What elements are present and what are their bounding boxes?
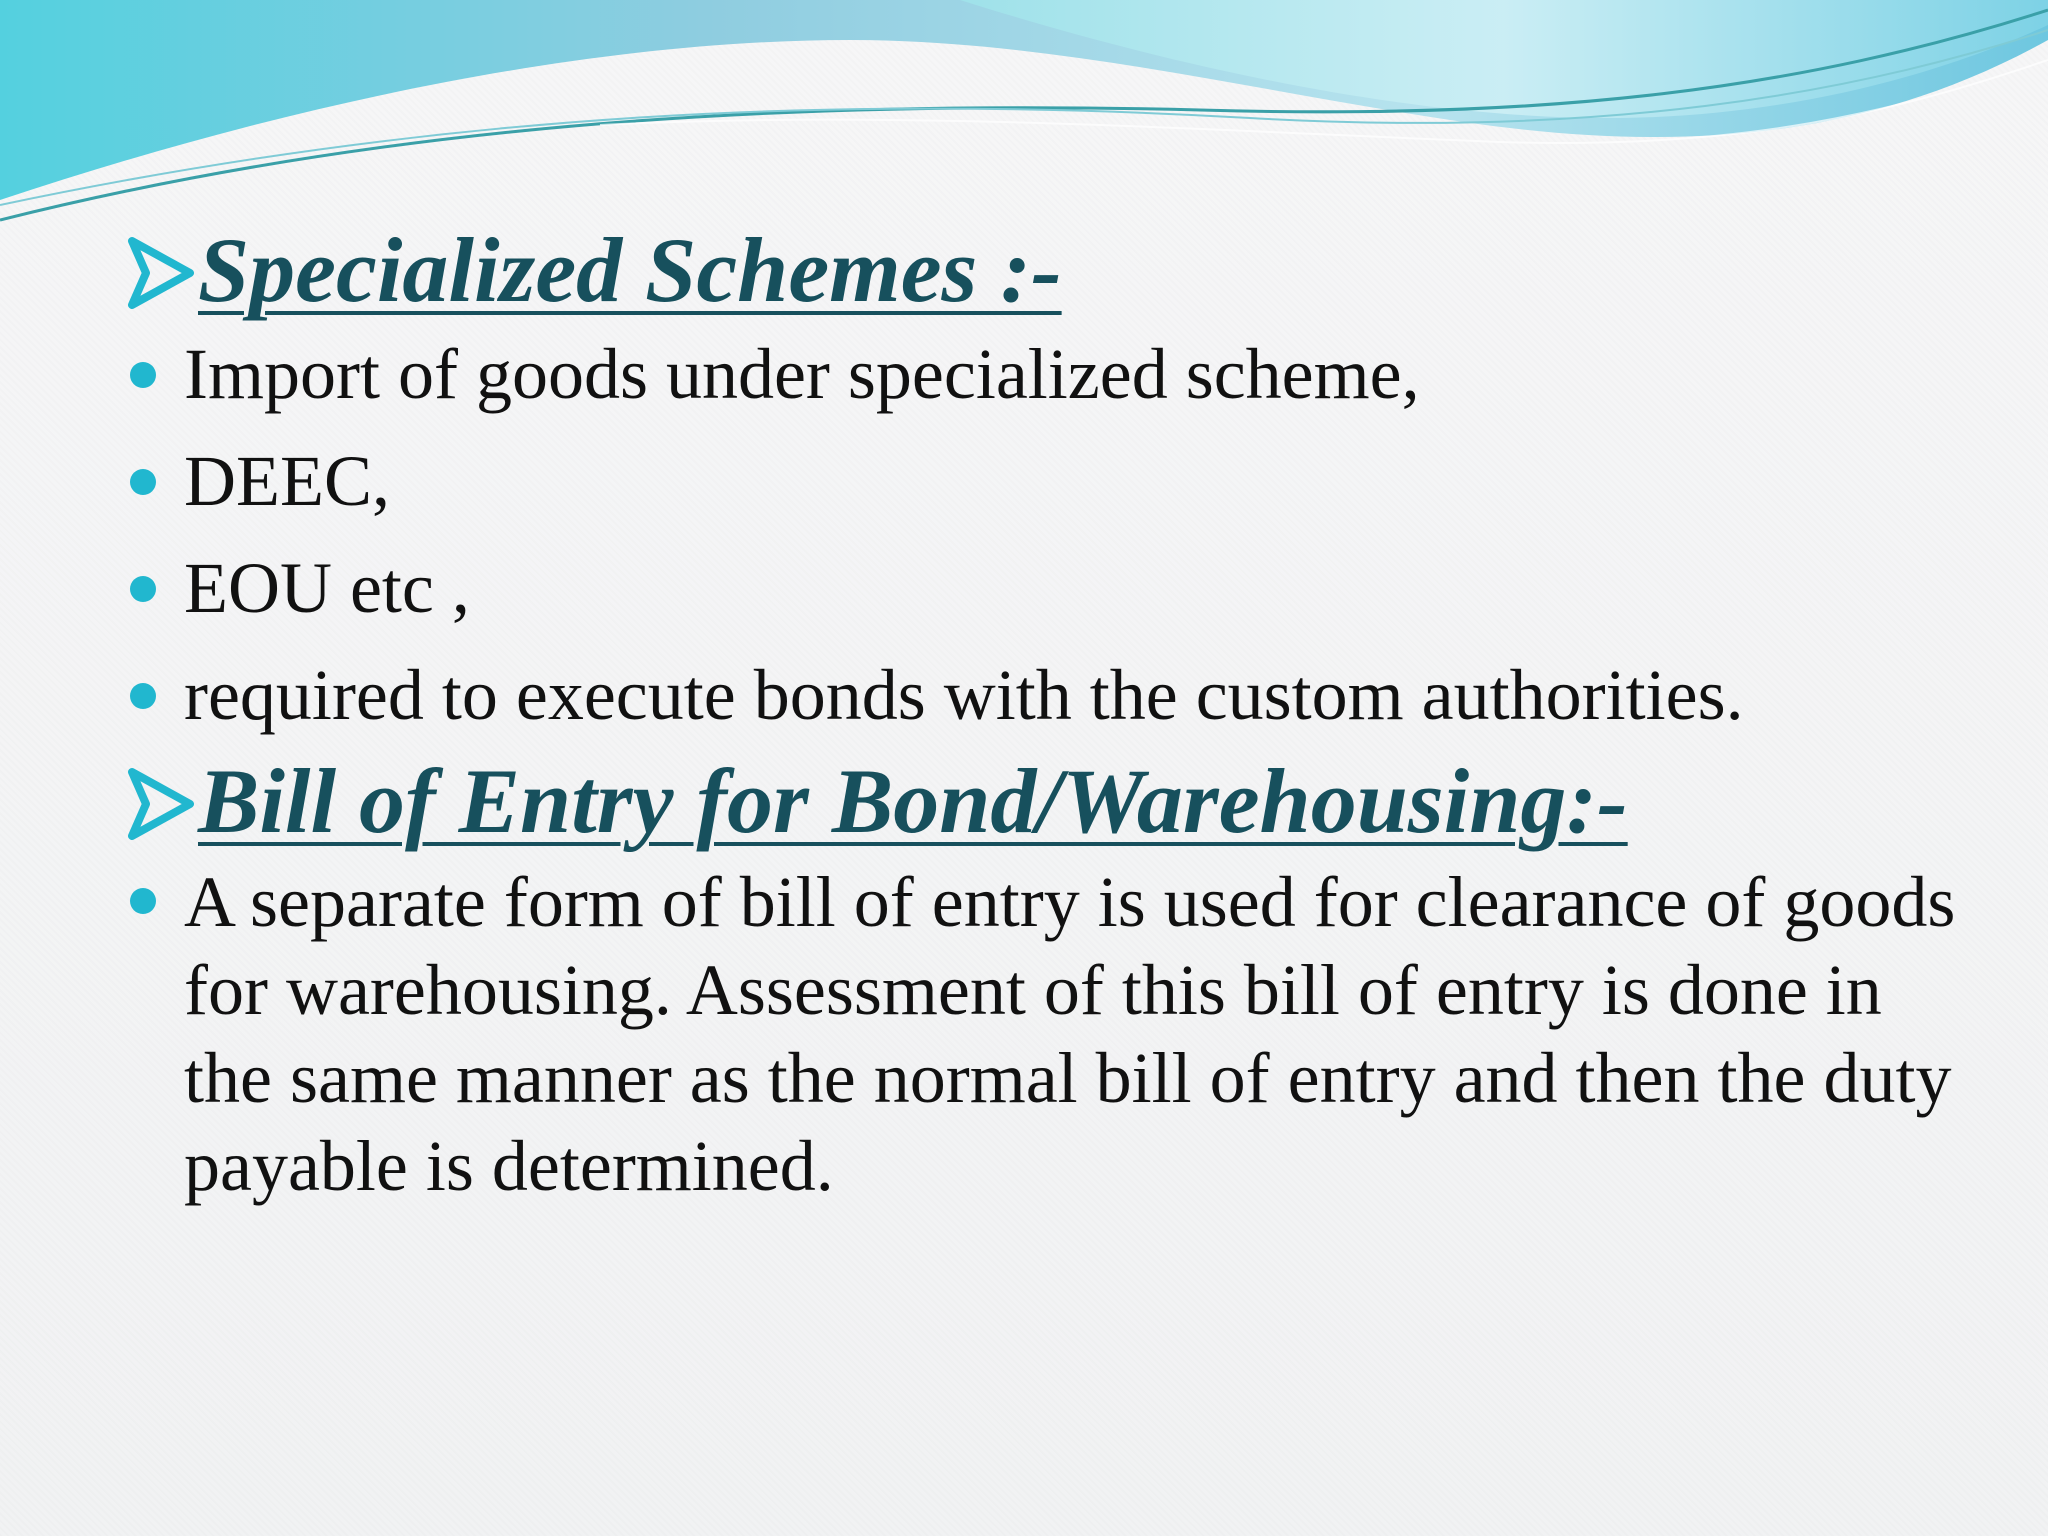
list-item-text: DEEC,: [184, 441, 390, 522]
heading-text: Bill of Entry for Bond/Warehousing:-: [198, 750, 1628, 853]
slide-content: [128, 220, 2008, 1210]
bullet-list-bill-of-entry: [128, 858, 2008, 1210]
list-item-text: required to execute bonds with the custom authorities.: [184, 655, 1744, 736]
list-item: [128, 642, 2008, 749]
arrowhead-bullet-icon: [128, 766, 194, 842]
list-item: [128, 858, 1984, 1210]
list-item-text: Import of goods under specialized scheme,: [184, 334, 1420, 415]
list-item-text: EOU etc ,: [184, 548, 470, 629]
section-heading-bill-of-entry: [128, 751, 2008, 852]
list-item: [128, 428, 2008, 535]
list-item: [128, 321, 2008, 428]
round-bullet-icon: [130, 683, 156, 709]
list-item-text: A separate form of bill of entry is used for clearance of goods for warehousing. Assessment of this bill of entry is done in the same manner as the normal bill of entry and then the duty payable is determined.: [184, 862, 1956, 1207]
bullet-list-specialized-schemes: [128, 321, 2008, 749]
section-heading-specialized-schemes: [128, 220, 2008, 321]
round-bullet-icon: [130, 469, 156, 495]
decorative-wave-banner: [0, 0, 2048, 240]
round-bullet-icon: [130, 576, 156, 602]
list-item: [128, 535, 2008, 642]
arrowhead-bullet-icon: [128, 235, 194, 311]
heading-text: Specialized Schemes :-: [198, 219, 1062, 321]
round-bullet-icon: [130, 362, 156, 388]
round-bullet-icon: [130, 888, 156, 914]
